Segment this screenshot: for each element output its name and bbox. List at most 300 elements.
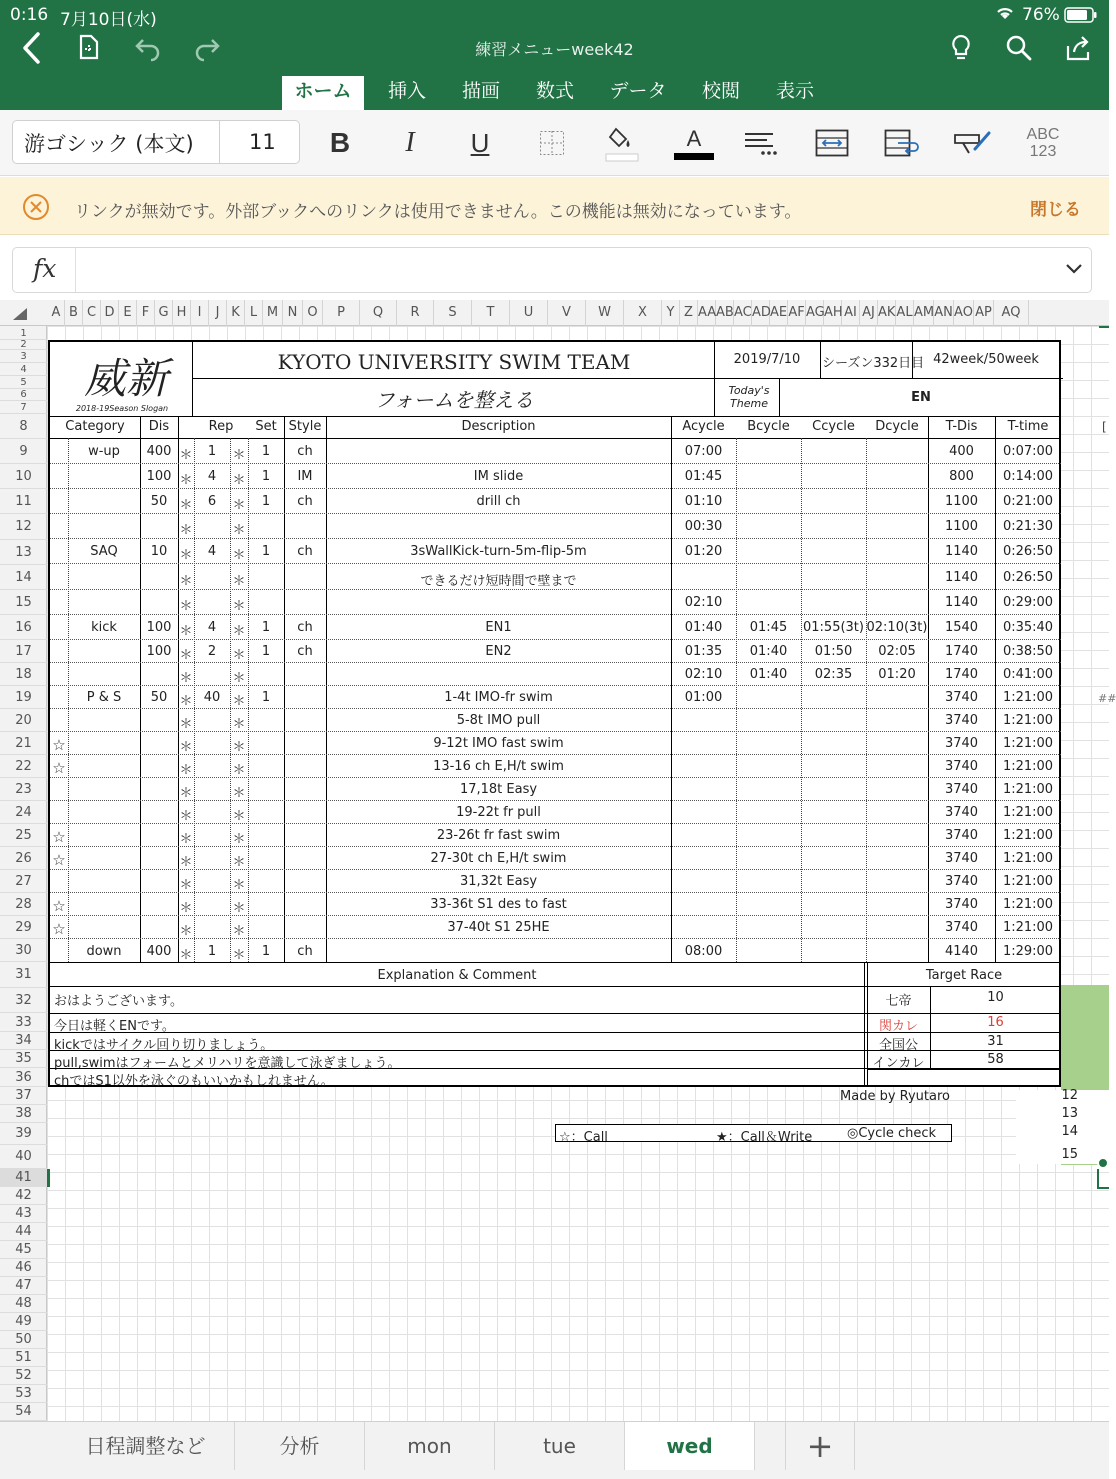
bold-button[interactable]: B (329, 127, 351, 158)
cell-a1[interactable]: ＊ (179, 832, 193, 847)
font-selector[interactable] (12, 120, 300, 164)
column-header[interactable]: AQ (994, 300, 1029, 326)
cell-a1[interactable]: ＊ (179, 573, 193, 589)
cell-desc[interactable]: IM slide (473, 469, 524, 484)
row-header[interactable]: 20 (0, 709, 47, 732)
column-header[interactable]: AL (896, 300, 914, 326)
column-header[interactable]: D (101, 300, 119, 326)
cell-set[interactable]: 1 (261, 544, 271, 559)
italic-button[interactable]: I (405, 127, 415, 158)
row-header[interactable]: 53 (0, 1385, 47, 1403)
row-header[interactable]: 12 (0, 514, 47, 540)
cell-ac[interactable]: 01:00 (684, 690, 723, 705)
column-header[interactable]: AO (954, 300, 974, 326)
cell-dis[interactable]: 400 (146, 943, 172, 959)
cell-a2[interactable]: ＊ (232, 924, 246, 939)
cell-a2[interactable]: ＊ (232, 573, 246, 589)
comment-line[interactable]: おはようございます。 (54, 994, 183, 1009)
column-header[interactable]: H (173, 300, 191, 326)
cell-a1[interactable]: ＊ (179, 740, 193, 755)
column-header[interactable]: AN (934, 300, 954, 326)
column-header[interactable]: C (83, 300, 101, 326)
row-header[interactable]: 7 (0, 401, 47, 414)
row-header[interactable]: 4 (0, 363, 47, 376)
cell-star[interactable]: ☆ (52, 920, 66, 938)
row-header[interactable]: 14 (0, 565, 47, 590)
cell-ttime[interactable]: 1:21:00 (1002, 759, 1054, 774)
comment-line[interactable]: kickではサイクル回り切りましょう。 (54, 1038, 274, 1053)
cell-star[interactable]: ☆ (52, 759, 66, 777)
cell-ttime[interactable]: 0:14:00 (1002, 469, 1054, 484)
cell-a2[interactable]: ＊ (232, 599, 246, 614)
row-header[interactable]: 36 (0, 1068, 47, 1087)
cell-a1[interactable]: ＊ (179, 523, 193, 538)
sheet-tab-analysis[interactable]: 分析 (235, 1422, 365, 1470)
cell-dis[interactable]: 10 (150, 544, 168, 559)
merge-cells-icon[interactable] (812, 120, 852, 166)
column-header[interactable]: AG (806, 300, 824, 326)
cell-a2[interactable]: ＊ (232, 498, 246, 513)
row-header[interactable]: 48 (0, 1295, 47, 1313)
cell-tdis[interactable]: 1740 (944, 644, 979, 659)
cell-cat[interactable]: SAQ (90, 544, 118, 559)
cell-desc[interactable]: EN2 (485, 644, 512, 659)
row-header[interactable]: 33 (0, 1013, 47, 1032)
sheet-tab-mon[interactable]: mon (365, 1422, 495, 1470)
cell-set[interactable]: 1 (261, 494, 271, 509)
cell-style[interactable]: IM (297, 469, 313, 484)
sheet-tab-tue[interactable]: tue (495, 1422, 625, 1470)
cell-cat[interactable]: w-up (88, 444, 120, 459)
cell-desc[interactable]: 23-26t fr fast swim (436, 828, 561, 843)
cell-desc[interactable]: 1-4t IMO-fr swim (444, 690, 553, 705)
column-header[interactable]: A (48, 300, 65, 326)
cell-tdis[interactable]: 3740 (944, 897, 979, 912)
column-header[interactable]: AH (824, 300, 842, 326)
cell-ac[interactable]: 01:40 (684, 620, 723, 635)
row-header[interactable]: 30 (0, 939, 47, 962)
cell-a2[interactable]: ＊ (232, 947, 246, 963)
row-header[interactable]: 43 (0, 1205, 47, 1223)
cell-a2[interactable]: ＊ (232, 717, 246, 732)
cell-tdis[interactable]: 1740 (944, 667, 979, 682)
cell-ttime[interactable]: 0:21:30 (1002, 519, 1054, 534)
cell-a2[interactable]: ＊ (232, 901, 246, 916)
cell-cat[interactable]: down (86, 943, 122, 959)
cell-a1[interactable]: ＊ (179, 855, 193, 870)
cell-a2[interactable]: ＊ (232, 648, 246, 663)
column-header[interactable]: Y (662, 300, 680, 326)
sheet-tab-wed[interactable]: wed (625, 1422, 755, 1470)
cell-a1[interactable]: ＊ (179, 648, 193, 663)
cell-a2[interactable]: ＊ (232, 523, 246, 538)
cell-ac[interactable]: 07:00 (684, 444, 723, 459)
cell-style[interactable]: ch (297, 620, 313, 635)
cell-desc[interactable]: 3sWallKick-turn-5m-flip-5m (410, 544, 587, 559)
cell-a1[interactable]: ＊ (179, 878, 193, 893)
cell-style[interactable]: ch (297, 644, 313, 659)
cell-a1[interactable]: ＊ (179, 717, 193, 732)
wrap-text-icon[interactable] (882, 120, 922, 166)
row-header[interactable]: 28 (0, 893, 47, 916)
cell-rep[interactable]: 1 (207, 943, 217, 959)
cell-ttime[interactable]: 1:21:00 (1002, 874, 1054, 889)
cell-tdis[interactable]: 3740 (944, 782, 979, 797)
cell-ttime[interactable]: 0:41:00 (1002, 667, 1054, 682)
cell-tdis[interactable]: 1140 (944, 595, 979, 610)
cell-desc[interactable]: drill ch (476, 494, 521, 509)
row-header[interactable]: 26 (0, 847, 47, 870)
row-header[interactable]: 54 (0, 1403, 47, 1421)
cell-ttime[interactable]: 0:07:00 (1002, 444, 1054, 459)
row-header[interactable]: 46 (0, 1259, 47, 1277)
cell-ac[interactable]: 08:00 (684, 943, 723, 959)
cell-a1[interactable]: ＊ (179, 809, 193, 824)
cell-a1[interactable]: ＊ (179, 947, 193, 963)
column-header[interactable]: AE (770, 300, 788, 326)
column-header[interactable]: Z (680, 300, 698, 326)
cell-dis[interactable]: 100 (146, 620, 172, 635)
format-painter-icon[interactable] (952, 120, 994, 166)
cell-ttime[interactable]: 1:21:00 (1002, 805, 1054, 820)
column-header[interactable]: B (65, 300, 83, 326)
row-header[interactable]: 8 (0, 414, 47, 439)
cell-ttime[interactable]: 0:35:40 (1002, 620, 1054, 635)
cell-set[interactable]: 1 (261, 644, 271, 659)
column-header[interactable]: U (510, 300, 548, 326)
close-infobar-button[interactable]: 閉じる (1030, 200, 1081, 220)
row-header[interactable]: 13 (0, 540, 47, 565)
cell-ac[interactable]: 02:10 (684, 667, 723, 682)
cell-a1[interactable]: ＊ (179, 448, 193, 463)
cell-rep[interactable]: 40 (203, 690, 221, 705)
cell-ac[interactable]: 01:35 (684, 644, 723, 659)
cell-desc[interactable]: 27-30t ch E,H/t swim (430, 851, 567, 866)
column-header[interactable]: AI (842, 300, 860, 326)
row-header[interactable]: 24 (0, 801, 47, 824)
cell-tdis[interactable]: 3740 (944, 713, 979, 728)
cell-tdis[interactable]: 1100 (944, 519, 979, 534)
cell-ac[interactable]: 01:10 (684, 494, 723, 509)
cell-tdis[interactable]: 800 (949, 469, 974, 484)
column-header[interactable]: S (434, 300, 472, 326)
cell-a1[interactable]: ＊ (179, 624, 193, 639)
cell-ac[interactable]: 01:20 (684, 544, 723, 559)
cell-tdis[interactable]: 3740 (944, 851, 979, 866)
column-header[interactable]: I (191, 300, 209, 326)
row-header[interactable]: 37 (0, 1087, 47, 1105)
formula-bar[interactable] (12, 247, 1092, 293)
tab-formulas[interactable]: 数式 (535, 80, 574, 102)
cell-a1[interactable]: ＊ (179, 548, 193, 563)
comment-line[interactable]: chではS1以外を泳ぐのもいいかもしれません。 (54, 1074, 334, 1089)
cell-tdis[interactable]: 3740 (944, 690, 979, 705)
cell-desc[interactable]: 37-40t S1 25HE (447, 920, 550, 935)
cell-ac[interactable]: 01:45 (684, 469, 723, 484)
column-header[interactable]: F (137, 300, 155, 326)
cell-set[interactable]: 1 (261, 690, 271, 705)
cell-a2[interactable]: ＊ (232, 855, 246, 870)
cell-a2[interactable]: ＊ (232, 694, 246, 709)
cell-a2[interactable]: ＊ (232, 878, 246, 893)
cell-desc[interactable]: 17,18t Easy (459, 782, 538, 797)
cell-a1[interactable]: ＊ (179, 763, 193, 778)
cell-a2[interactable]: ＊ (232, 448, 246, 463)
cell-ttime[interactable]: 0:38:50 (1002, 644, 1054, 659)
cell-ttime[interactable]: 1:21:00 (1002, 713, 1054, 728)
row-header[interactable]: 49 (0, 1313, 47, 1331)
row-header[interactable]: 9 (0, 439, 47, 464)
cell-a2[interactable]: ＊ (232, 740, 246, 755)
cell-ttime[interactable]: 1:21:00 (1002, 851, 1054, 866)
font-size[interactable]: 11 (249, 130, 276, 154)
cell-desc[interactable]: 31,32t Easy (459, 874, 538, 889)
cell-desc[interactable]: 13-16 ch E,H/t swim (433, 759, 564, 774)
row-header[interactable]: 17 (0, 640, 47, 663)
underline-button[interactable]: U (470, 127, 490, 158)
cell-a2[interactable]: ＊ (232, 786, 246, 801)
cell-style[interactable]: ch (297, 444, 313, 459)
cell-a2[interactable]: ＊ (232, 473, 246, 488)
cell-dis[interactable]: 400 (146, 444, 172, 459)
cell-ttime[interactable]: 0:26:50 (1002, 569, 1054, 585)
cell-tdis[interactable]: 3740 (944, 805, 979, 820)
cell-tdis[interactable]: 1140 (944, 569, 979, 585)
cell-a1[interactable]: ＊ (179, 498, 193, 513)
column-header[interactable]: AM (914, 300, 934, 326)
cell-cat[interactable]: P & S (86, 690, 122, 705)
column-header[interactable]: AF (788, 300, 806, 326)
column-header[interactable]: AJ (860, 300, 878, 326)
row-header[interactable]: 50 (0, 1331, 47, 1349)
cell-ttime[interactable]: 1:21:00 (1002, 690, 1054, 705)
column-header[interactable]: K (227, 300, 245, 326)
row-header[interactable]: 16 (0, 615, 47, 640)
cell-a2[interactable]: ＊ (232, 809, 246, 824)
cell-tdis[interactable]: 400 (949, 444, 974, 459)
chevron-down-icon[interactable] (1065, 260, 1083, 279)
row-header[interactable]: 6 (0, 389, 47, 401)
select-all-corner[interactable] (12, 306, 28, 325)
row-header[interactable]: 31 (0, 962, 47, 988)
column-header[interactable]: AC (734, 300, 752, 326)
search-icon[interactable] (1002, 30, 1036, 66)
row-header[interactable]: 1 (0, 327, 47, 340)
row-header[interactable]: 34 (0, 1032, 47, 1050)
row-header[interactable]: 19 (0, 686, 47, 709)
cell-bc[interactable]: 01:40 (749, 644, 788, 659)
column-header[interactable]: N (283, 300, 303, 326)
comment-line[interactable]: 今日は軽くENです。 (54, 1019, 175, 1034)
cell-dc[interactable]: 02:05 (878, 644, 916, 659)
cell-desc[interactable]: できるだけ短時間で壁まで (420, 573, 577, 589)
tab-draw[interactable]: 描画 (461, 80, 500, 102)
cell-style[interactable]: ch (297, 943, 313, 959)
row-header[interactable]: 47 (0, 1277, 47, 1295)
row-header[interactable]: 2 (0, 340, 47, 350)
cell-star[interactable]: ☆ (52, 851, 66, 869)
cell-star[interactable]: ☆ (52, 828, 66, 846)
cell-rep[interactable]: 4 (207, 469, 217, 484)
cell-ttime[interactable]: 1:21:00 (1002, 782, 1054, 797)
cell-dc[interactable]: 01:20 (878, 667, 916, 682)
cell-a1[interactable]: ＊ (179, 901, 193, 916)
cell-set[interactable]: 1 (261, 943, 271, 959)
column-header[interactable]: Q (360, 300, 397, 326)
row-header[interactable]: 27 (0, 870, 47, 893)
cell-a1[interactable]: ＊ (179, 786, 193, 801)
row-header[interactable]: 10 (0, 464, 47, 489)
cell-ttime[interactable]: 1:21:00 (1002, 920, 1054, 935)
cell-desc[interactable]: 9-12t IMO fast swim (433, 736, 564, 751)
cell-ac[interactable]: 00:30 (684, 519, 723, 534)
cell-set[interactable]: 1 (261, 620, 271, 635)
column-header[interactable]: M (263, 300, 283, 326)
row-header[interactable]: 29 (0, 916, 47, 939)
column-header[interactable]: AA (698, 300, 716, 326)
column-header[interactable]: L (245, 300, 263, 326)
borders-icon[interactable] (534, 120, 570, 166)
cell-ttime[interactable]: 1:29:00 (1002, 943, 1054, 959)
cell-ttime[interactable]: 1:21:00 (1002, 736, 1054, 751)
row-header[interactable]: 39 (0, 1123, 47, 1145)
comment-line[interactable]: pull,swimはフォームとメリハリを意識して泳ぎましょう。 (54, 1056, 401, 1071)
cell-set[interactable]: 1 (261, 469, 271, 484)
tab-review[interactable]: 校閲 (701, 80, 740, 102)
row-header[interactable]: 3 (0, 350, 47, 363)
cell-ttime[interactable]: 1:21:00 (1002, 828, 1054, 843)
cell-a2[interactable]: ＊ (232, 671, 246, 686)
cell-tdis[interactable]: 4140 (944, 943, 979, 959)
tab-home[interactable]: ホーム (282, 76, 364, 110)
cell-a1[interactable]: ＊ (179, 924, 193, 939)
column-header[interactable]: R (397, 300, 434, 326)
tab-view[interactable]: 表示 (775, 80, 814, 102)
cell-star[interactable]: ☆ (52, 897, 66, 915)
font-color-button[interactable] (672, 120, 716, 166)
row-header[interactable]: 32 (0, 988, 47, 1013)
cell-cc[interactable]: 01:50 (814, 644, 853, 659)
row-header[interactable]: 22 (0, 755, 47, 778)
cell-cc[interactable]: 01:55(3t) (803, 620, 864, 635)
cell-a1[interactable]: ＊ (179, 671, 193, 686)
cell-bc[interactable]: 01:40 (749, 667, 788, 682)
row-header[interactable]: 11 (0, 489, 47, 514)
fill-color-icon[interactable] (600, 120, 644, 166)
cell-tdis[interactable]: 1540 (944, 620, 979, 635)
column-header[interactable]: T (472, 300, 510, 326)
cell-tdis[interactable]: 3740 (944, 920, 979, 935)
cell-desc[interactable]: 33-36t S1 des to fast (430, 897, 567, 912)
cell-desc[interactable]: EN1 (485, 620, 512, 635)
cell-a1[interactable]: ＊ (179, 473, 193, 488)
cell-rep[interactable]: 4 (207, 544, 217, 559)
cell-tdis[interactable]: 3740 (944, 736, 979, 751)
cell-dc[interactable]: 02:10(3t) (866, 620, 928, 635)
sheet-tab-schedule[interactable]: 日程調整など (57, 1422, 235, 1470)
cell-style[interactable]: ch (297, 494, 313, 509)
column-header[interactable]: G (155, 300, 173, 326)
row-header[interactable]: 45 (0, 1241, 47, 1259)
column-header[interactable]: AK (878, 300, 896, 326)
cell-tdis[interactable]: 3740 (944, 759, 979, 774)
column-header[interactable]: O (303, 300, 323, 326)
row-header[interactable]: 38 (0, 1105, 47, 1123)
row-header[interactable]: 18 (0, 663, 47, 686)
number-format-button[interactable]: ABC 123 (1026, 126, 1060, 160)
column-header[interactable]: X (624, 300, 662, 326)
cell-ttime[interactable]: 0:26:50 (1002, 544, 1054, 559)
column-header[interactable]: AP (974, 300, 994, 326)
cell-set[interactable]: 1 (261, 444, 271, 459)
cell-bc[interactable]: 01:45 (749, 620, 788, 635)
row-header[interactable]: 25 (0, 824, 47, 847)
cell-rep[interactable]: 1 (207, 444, 217, 459)
column-header[interactable]: P (323, 300, 360, 326)
cell-dis[interactable]: 50 (150, 690, 168, 705)
cell-a1[interactable]: ＊ (179, 599, 193, 614)
cell-cat[interactable]: kick (91, 620, 117, 635)
column-header[interactable]: J (209, 300, 227, 326)
cell-a1[interactable]: ＊ (179, 694, 193, 709)
row-header[interactable]: 5 (0, 376, 47, 389)
row-header[interactable]: 51 (0, 1349, 47, 1367)
selection-handle[interactable] (1097, 1157, 1109, 1169)
row-header[interactable]: 35 (0, 1050, 47, 1068)
cell-dis[interactable]: 100 (146, 469, 172, 484)
cell-rep[interactable]: 2 (207, 644, 217, 659)
cell-a2[interactable]: ＊ (232, 548, 246, 563)
column-header[interactable]: AB (716, 300, 734, 326)
cell-star[interactable]: ☆ (52, 736, 66, 754)
cell-style[interactable]: ch (297, 544, 313, 559)
cell-tdis[interactable]: 3740 (944, 828, 979, 843)
add-sheet-button[interactable]: + (785, 1422, 855, 1470)
column-header[interactable]: W (586, 300, 624, 326)
row-header[interactable]: 52 (0, 1367, 47, 1385)
cell-tdis[interactable]: 3740 (944, 874, 979, 889)
column-header[interactable]: E (119, 300, 137, 326)
cell-ac[interactable]: 02:10 (684, 595, 723, 610)
align-icon[interactable] (740, 120, 780, 166)
cell-rep[interactable]: 4 (207, 620, 217, 635)
row-header[interactable]: 41 (0, 1169, 47, 1187)
tab-data[interactable]: データ (609, 80, 667, 102)
cell-desc[interactable]: 5-8t IMO pull (456, 713, 541, 728)
row-header[interactable]: 40 (0, 1145, 47, 1169)
cell-ttime[interactable]: 0:29:00 (1002, 595, 1054, 610)
share-icon[interactable] (1061, 30, 1097, 66)
row-header[interactable]: 15 (0, 590, 47, 615)
cell-tdis[interactable]: 1100 (944, 494, 979, 509)
row-header[interactable]: 42 (0, 1187, 47, 1205)
cell-dis[interactable]: 100 (146, 644, 172, 659)
tab-insert[interactable]: 挿入 (387, 80, 426, 102)
row-header[interactable]: 44 (0, 1223, 47, 1241)
column-header[interactable]: V (548, 300, 586, 326)
lightbulb-icon[interactable] (944, 30, 978, 66)
cell-tdis[interactable]: 1140 (944, 544, 979, 559)
cell-desc[interactable]: 19-22t fr pull (456, 805, 541, 820)
cell-dis[interactable]: 50 (150, 494, 168, 509)
cell-ttime[interactable]: 0:21:00 (1002, 494, 1054, 509)
cell-a2[interactable]: ＊ (232, 763, 246, 778)
row-header[interactable]: 23 (0, 778, 47, 801)
cell-ttime[interactable]: 1:21:00 (1002, 897, 1054, 912)
cell-cc[interactable]: 02:35 (814, 667, 853, 682)
cell-a2[interactable]: ＊ (232, 832, 246, 847)
cell-rep[interactable]: 6 (207, 494, 217, 509)
